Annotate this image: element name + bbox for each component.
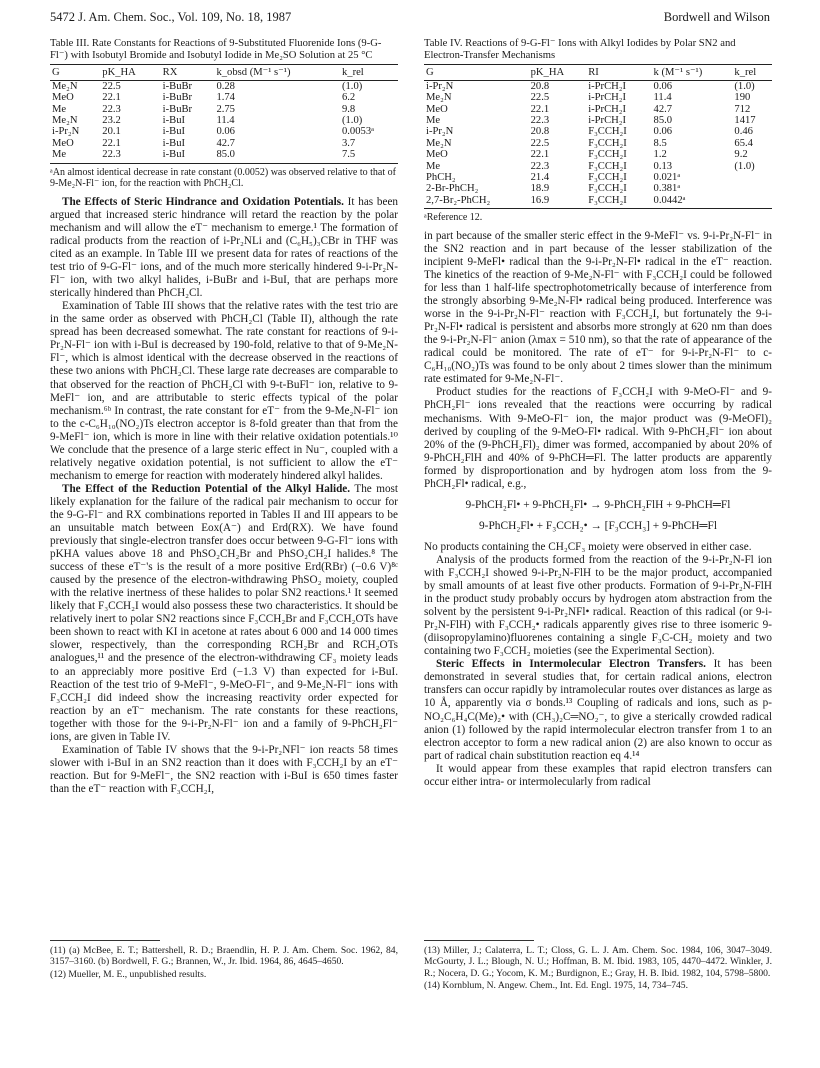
table4-row [424,161,772,172]
table3-row [50,126,398,137]
table-cell [732,195,772,209]
table-cell: i-Pr₂N [426,126,454,138]
table-cell: 8.5 [653,137,667,149]
table-cell: 0.0442ᵃ [652,195,733,209]
table-cell: (1.0) [341,80,363,92]
table4-header-cell: pK_HA [529,65,587,80]
table3-header-cell: RX [161,65,215,80]
table-cell: Me₂N [52,80,78,92]
table4-row [424,195,772,209]
table-cell: 22.1 [102,92,121,104]
footnote: (14) Kornblum, N. Angew. Chem., Int. Ed. Engl. 1975, 14, 734–745. [424,980,688,992]
table-cell: F₃CCH₂I [588,126,627,138]
table-cell: MeO [426,149,448,161]
table4-row [424,149,772,160]
table-cell: 2-Br-PhCH₂ [426,183,479,195]
table3-caption: Table III. Rate Constants for Reactions of 9-Substituted Fluorenide Ions (9-G-Fl⁻) with Isobutyl Bromide and Isobutyl Iodide in Me₂SO Solution at 25 °C [50,38,382,62]
table3-row [50,92,398,103]
table-cell: F₃CCH₂I [588,160,627,172]
table-cell: 1.74 [216,92,235,104]
table4-header-cell: G [424,65,529,80]
table-cell: 22.1 [530,103,550,115]
table3-header-cell: k_rel [340,65,398,80]
table-cell: MeO [426,103,448,115]
table-cell: F₃CCH₂I [588,149,627,161]
table3-row [50,104,398,115]
table-cell: MeO [52,92,74,104]
table-cell [732,172,772,183]
equation: 9-PhCH₂Fl• + F₃CCH₂• → [F₃CCH₃] + 9-PhCH═Fl [478,519,717,532]
table-cell: 3.7 [341,137,356,149]
table-cell: 0.06 [653,126,673,138]
table-cell: Me₂N [426,92,452,104]
table-cell: 2,7-Br₂-PhCH₂ [424,195,529,209]
paragraph: Product studies for the reactions of F₃CCH₂I with 9-MeO-Fl⁻ and 9-PhCH₂Fl⁻ ions revealed that the reactions were occurring by radical mechanisms. With 9-MeO-Fl⁻ ion, the major product was (9-MeOFl)₂ derived by coupling of the 9-MeO-Fl• radical. With 9-PhCH₂Fl⁻ ion about 20% of the (9-PhCH₂Fl)₂ dimer was formed, accompanied by about 20% of 9-PhCH₂FlH and 40% of 9-PhCH═Fl. The latter products are apparently formed by disproportionation and by hydrogen atom loss from the 9-PhCH₂Fl• radical, e.g., [424,386,772,490]
table-cell: 22.3 [102,103,121,115]
table-cell: 712 [734,103,751,115]
table-cell [732,183,772,194]
table-cell: 22.3 [100,149,160,163]
table3-header-cell: k_obsd (M⁻¹ s⁻¹) [214,65,340,80]
table-cell: 18.9 [530,183,550,195]
running-header [50,10,770,28]
paragraph: It has been argued that increased steric hindrance will retard the reaction by the polar mechanism and will allow the eT⁻ mechanism to emerge.¹ The formation of radical products from the reaction of i-Pr₂NLi and (C₆H₅)₃CBr in THF was cited as an example. In Table III we present data for rates of reactions of the test trio of 9-G-Fl⁻ ions, and of the much more sterically hindered 9-i-Pr₂N-Fl⁻ ion, with two alkyl halides, i-BuBr and i-BuI, that are perhaps more sterically hindered than PhCH₂Cl. [50,195,399,300]
table4 [424,64,772,209]
table-cell: i-BuI [161,149,215,163]
table-cell: 0.13 [653,160,673,172]
section-reduction-potential [50,483,398,744]
table-cell: Me [426,115,441,127]
section-title: The Effects of Steric Hindrance and Oxidation Potentials. [62,195,344,208]
paragraph: Analysis of the products formed from the reaction of the 9-i-Pr₂N-Fl ion with F₃CCH₂I showed 9-i-Pr₂N-FlH to be the major product, accompanied by small amounts of at least five other products. Formation of 9-i-Pr₂N-FlH in the product study probably occurs by hydrogen atom abstraction from the solvent by the persistent 9-i-Pr₂NFl• radical. Reaction of this radical (or 9-i-Pr₂N-FlH) with F₃CCH₂• radicals apparently gives rise to three isomeric 9-(diisopropylamino)fluorenes containing a single F₃C-CH₂ moiety and two containing two F₃CCH₂ moieties (see the Experimental Section). [424,553,772,658]
table-cell: i-PrCH₂I [588,115,627,127]
equation: 9-PhCH₂Fl• + 9-PhCH₂Fl• → 9-PhCH₂FlH + 9-PhCH═Fl [465,498,731,511]
table-cell: i-PrCH₂I [588,80,627,92]
table4-footnote: ᵃReference 12. [424,212,483,224]
table-cell: 20.1 [102,126,121,138]
table-cell: i-PrCH₂I [588,92,627,104]
table-cell: 22.5 [530,137,550,149]
table4-header-cell: k_rel [732,65,772,80]
table-cell: 85.0 [653,115,673,127]
table3-row [50,80,398,92]
table3 [50,64,398,163]
table-cell: 0.46 [734,126,753,138]
table-cell: 6.2 [341,92,356,104]
table-cell: Me [50,149,100,163]
table-cell: 1.2 [653,149,667,161]
table-cell: 22.5 [530,92,550,104]
left-column [50,38,398,796]
table4-row [424,126,772,137]
table-cell: 16.9 [529,195,587,209]
table3-header-cell: G [50,65,100,80]
table-cell: 0.06 [653,80,673,92]
table-cell: F₃CCH₂I [586,195,651,209]
table-cell: (1.0) [734,160,755,172]
journal-citation: 5472 J. Am. Chem. Soc., Vol. 109, No. 18, 1987 [50,10,292,24]
table4-row [424,138,772,149]
table4-row [424,80,772,92]
paragraph: Examination of Table III shows that the relative rates with the test trio are in the same order as observed with PhCH₂Cl (Table II), although the rate spread has been decreased somewhat. The rate constant for reactions of 9-i-Pr₂N-Fl⁻ ion with i-BuI is decreased by 190-fold, relative to that of 9-Me₂N-Fl⁻, which is almost identical with the decrease observed in the reactions of these two anions with PhCH₂Cl. These large rate decreases are comparable to that observed for the reaction of PhCH₂Cl with 9-t-BuFl⁻ ion, relative to 9-MeFl⁻ ion, and are attributable to steric effects typical of the polar mechanism.⁶ᵇ In contrast, the rate constant for eT⁻ from the 9-Me₂N-Fl⁻ ion to the c-C₆H₁₀(NO₂)Ts electron acceptor is 8-fold greater than that from the 9-MeFl⁻ ion, which is more in line with their relative oxidation potentials.¹⁰ We conclude that the presence of a large steric effect in Nu⁻, coupled with a relatively negative oxidation potential, is not sufficient to allow the eT⁻ mechanism to emerge for reaction with moderately hindered alkyl halides. [50,300,398,482]
table-cell: 7.5 [340,149,398,163]
table4-row [424,183,772,194]
table4-row [424,115,772,126]
table-cell: 0.381ᵃ [653,183,681,195]
table-cell: 2.75 [216,103,235,115]
table-cell: 0.06 [216,126,235,138]
paragraph: It would appear from these examples that rapid electron transfers can occur either intra- or intermolecularly from radical [424,762,772,788]
table-cell: F₃CCH₂I [588,137,627,149]
table-cell: i-BuI [162,115,186,127]
table3-header-row [50,65,398,80]
table-cell: 11.4 [216,115,235,127]
table-cell: 190 [734,92,751,104]
footnotes-right [424,940,772,993]
table4-header-cell: RI [586,65,651,80]
table-cell: 9.8 [341,103,356,115]
table-cell: i-PrCH₂I [588,103,627,115]
section-steric-hindrance [50,196,398,300]
table-cell: i-BuI [162,137,186,149]
section-intermolecular-transfers [424,658,772,762]
table3-row [50,115,398,126]
paragraph: Examination of Table IV shows that the 9-i-Pr₂NFl⁻ ion reacts 58 times slower with i-BuI in an SN2 reaction than it does with F₃CCH₂I by an eT⁻ reaction. But for 9-MeFl⁻, the SN2 reaction with i-BuI is 650 times faster than the eT⁻ reaction with F₃CCH₂I, [50,743,398,795]
table3-footnote: ᵃAn almost identical decrease in rate constant (0.0052) was observed relative to that of 9-Me₂N-Fl⁻ ion, for the reaction with PhCH₂Cl. [50,166,396,190]
table-cell: 20.8 [530,126,550,138]
table-cell: i-BuBr [162,103,193,115]
table4-row [424,104,772,115]
table-cell: 20.8 [530,80,550,92]
table3-row [50,138,398,149]
section-title: Steric Effects in Intermolecular Electron Transfers. [436,658,706,671]
table-cell: 22.1 [530,149,550,161]
section-title: The Effect of the Reduction Potential of the Alkyl Halide. [62,482,351,495]
table-cell: 22.1 [102,137,121,149]
table-cell: 22.3 [530,115,550,127]
table-cell: 11.4 [653,92,672,104]
footnotes-left [50,940,398,981]
right-column [424,38,772,789]
table-cell: PhCH₂ [426,172,456,184]
table-cell: 0.28 [216,80,235,92]
table4-header-cell: k (M⁻¹ s⁻¹) [652,65,733,80]
table-cell: i-Pr₂N [426,80,454,92]
table-cell: MeO [52,137,74,149]
paragraph: in part because of the smaller steric effect in the 9-MeFl⁻ vs. 9-i-Pr₂N-Fl⁻ in the SN2 reaction and in part because of the lesser stabilization of the incipient 9-MeFl• radical than the 9-i-Pr₂N-Fl• radical in the eT⁻ reaction. The kinetics of the reaction of 9-Me₂N-Fl⁻ with F₃CCH₂I could be followed for less than 1 half-life spectrophotometrically because of interference from the strongly absorbing 9-Me₂N-Fl• radical being produced. Interference was worse in the 9-i-Pr₂N-Fl⁻ reaction with F₃CCH₂I, but fortunately the 9-i-Pr₂N-Fl• radical is persistent and absorbs more strongly at 620 nm than does the 9-i-Pr₂N-Fl⁻ anion (λmax = 510 nm), so that the rate of appearance of the radical could be monitored. The rate of eT⁻ for 9-i-Pr₂N-Fl⁻ to c-C₆H₁₀(NO₂)Ts was found to be only about 2 times slower than the minimum rate estimated for 9-Me₂N-Fl⁻. [424,229,772,386]
table-cell: Me [52,103,67,115]
footnote-rule [424,940,534,941]
authors: Bordwell and Wilson [663,10,770,24]
table-cell: i-BuBr [162,80,193,92]
table4-header-row [424,65,772,80]
table4-caption: Table IV. Reactions of 9-G-Fl⁻ Ions with Alkyl Iodides by Polar SN2 and Electron-Transfer Mechanisms [424,38,736,62]
table-cell: i-Pr₂N [52,126,80,138]
table-cell: 42.7 [653,103,673,115]
table4-row [424,172,772,183]
table-cell: Me₂N [426,137,452,149]
table3-header-cell: pK_HA [100,65,160,80]
table-cell: (1.0) [734,80,755,92]
table-cell: 22.3 [530,160,550,172]
table-cell: 21.4 [530,172,550,184]
table-cell: i-BuI [162,126,186,138]
footnote: (11) (a) McBee, E. T.; Battershell, R. D.; Braendlin, H. P. J. Am. Chem. Soc. 1962, 84, 3157–3160. (b) Bordwell, F. G.; Brannen, W., Jr. Ibid. 1964, 86, 4645–4650. [50,945,398,968]
table-cell: 1417 [734,115,756,127]
table-cell: Me₂N [52,115,78,127]
table-cell: 0.021ᵃ [653,172,681,184]
paragraph: It has been demonstrated in several studies that, for certain radical anions, electron transfers can occur rapidly by intramolecular routes over distances as large as 10 Å, apparently via σ bonds.¹³ Coupling of radicals and ions, such as p-NO₂C₆H₄C(Me)₂• with (CH₃)₂C═NO₂⁻, to give a sterically crowded radical anion (1) followed by the rapid intermolecular electron transfer from 1 to an electron acceptor to form a new radical anion (2) are also known to occur as part of radical chain substitution reaction eq 4.¹⁴ [424,658,772,762]
table4-row [424,92,772,103]
table-cell: 22.5 [102,80,121,92]
table-cell: 42.7 [216,137,235,149]
table-cell: 85.0 [214,149,340,163]
table-cell: (1.0) [341,115,363,127]
paragraph: The most likely explanation for the failure of the radical pair mechanism to occur for the 9-G-Fl⁻ and RX combinations reported in Tables II and III appears to be an unsuitable match between Eox(A⁻) and Erd(RX). We have found previously that single-electron transfer does occur between 9-G-Fl⁻ ions with pKHA values above 18 and PhSO₂CH₂Br and PhSO₂CH₂I halides.⁸ The success of these eT⁻'s is the result of a more positive Erd(RBr) (−0.6 V)⁸ᶜ caused by the presence of the electron-withdrawing PhSO₂ moiety, coupled with the relative inertness of these halides to polar SN2 reactions.¹ It seemed likely that F₃CCH₂I would also possess these two characteristics. It should be relatively inert to polar SN2 reactions since F₃CCH₂Br and F₃CCH₂OTs have been shown to react with KI in acetone at rates about 6 000 and 14 000 times slower, respectively, than the corresponding RCH₂Br and RCH₂OTs analogues,¹¹ and the presence of the electron-withdrawing CF₃ moiety leads to an appreciably more positive Erd (−1.3 V) than expected for i-BuI. Reaction of the test trio of 9-MeFl⁻, 9-MeO-Fl⁻, and 9-Me₂N-Fl⁻ ions with F₃CCH₂I did indeed show the increasing reactivity order expected for reaction by an eT⁻ mechanism. The rate constants for these reactions, together with those for the 9-i-Pr₂N-Fl⁻ ion and a family of 9-PhCH₂Fl⁻ ions, are given in Table IV. [50,482,398,743]
table-cell: 65.4 [734,137,753,149]
table-cell: 9.2 [734,149,748,161]
table-cell: 0.0053ᵃ [341,126,375,138]
table-cell: F₃CCH₂I [588,172,627,184]
footnote: (13) Miller, J.; Calaterra, L. T.; Closs, G. L. J. Am. Chem. Soc. 1984, 106, 3047–3049. McGourty, J. L.; Blough, N. U.; Hoffman, B. M. Ibid. 1983, 105, 4470–4472. Winkler, J. R.; Nocera, D. G.; Yocom, K. M.; Burdignon, E.; Gray, H. B. Ibid. 1982, 104, 5798–5800. [424,945,772,979]
footnote: (12) Mueller, M. E., unpublished results. [50,968,207,980]
table-cell: F₃CCH₂I [588,183,627,195]
table-cell: i-BuBr [162,92,193,104]
table3-row [50,149,398,163]
paragraph: No products containing the CH₂CF₃ moiety were observed in either case. [424,540,752,553]
table-cell: Me [426,160,441,172]
table-cell: 23.2 [102,115,121,127]
footnote-rule [50,940,160,941]
